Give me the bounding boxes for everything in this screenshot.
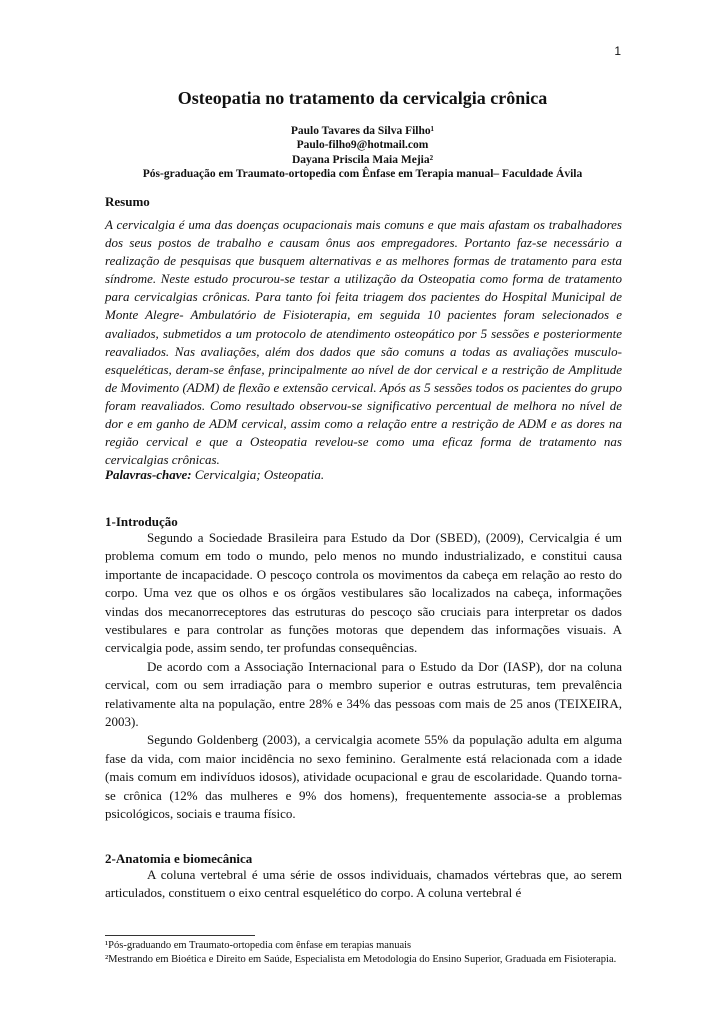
introduction-body <box>105 529 622 824</box>
footnotes <box>105 939 622 967</box>
paragraph: De acordo com a Associação Internacional para o Estudo da Dor (IASP), dor na coluna cervical, com ou sem irradiação para o membro superior e outras estruturas, tem prevalência relativamente alta na população, entre 28% e 34% das pessoas com mais de 25 anos (TEIXEIRA, 2003). <box>105 658 622 730</box>
paragraph: A coluna vertebral é uma série de ossos individuais, chamados vértebras que, ao serem articulados, constituem o eixo central esquelético do corpo. A coluna vertebral é <box>105 867 622 901</box>
paragraph: Segundo Goldenberg (2003), a cervicalgia acomete 55% da população adulta em alguma fase da vida, com maior incidência no sexo feminino. Geralmente está relacionada com a idade (mais comum em indivíduos idosos), atividade ocupacional e grau de escolaridade. Quando torna-se crônica (12% das mulheres e 9% dos homens), frequentemente associa-se a problemas psicológicos, sociais e trauma físico. <box>105 732 622 822</box>
section-heading-anatomy: 2-Anatomia e biomecânica <box>105 851 253 866</box>
author-block <box>0 124 725 182</box>
institution: Pós-graduação em Traumato-ortopedia com Ênfase em Terapia manual– Faculdade Ávila <box>142 168 583 181</box>
anatomy-body <box>105 866 622 903</box>
paragraph: Segundo a Sociedade Brasileira para Estudo da Dor (SBED), (2009), Cervicalgia é um problema comum em todo o mundo, pelo menos no mundo industrializado, e constitui causa importante de incapacidade. O pescoço controla os movimentos da cabeça em relação ao resto do corpo. Uma vez que os olhos e os órgãos vestibulares são localizados na cabeça, informações vindas dos mecanorreceptores das estruturas do pescoço são cruciais para interpretar os dados vestibulares e para controlar as funções motoras que dependem das informações visuais. A cervicalgia pode, assim sendo, ter profundas consequências. <box>105 530 622 656</box>
advisor-name: Dayana Priscila Maia Mejia² <box>291 153 434 166</box>
keywords-label: Palavras-chave: <box>105 467 192 482</box>
page-number: 1 <box>614 44 621 58</box>
footnote-divider <box>105 935 255 936</box>
footnote-1: ¹Pós-graduando em Traumato-ortopedia com ênfase em terapias manuais <box>105 940 412 951</box>
footnote-2: ²Mestrando em Bioética e Direito em Saúde, Especialista em Metodologia do Ensino Superior, Graduada em Fisioterapia. <box>105 954 617 965</box>
author-email: Paulo-filho9@hotmail.com <box>296 139 429 152</box>
section-heading-introduction: 1-Introdução <box>105 514 178 529</box>
keywords-values: Cervicalgia; Osteopatia. <box>191 467 325 482</box>
document-title: Osteopatia no tratamento da cervicalgia crônica <box>177 88 548 108</box>
abstract-text: A cervicalgia é uma das doenças ocupacionais mais comuns e que mais afastam os trabalhadores dos seus postos de trabalho e causam ônus aos empregadores. Portanto faz-se necessário a realização de pesquisas que busquem alternativas e as melhores formas de tratamento para esta síndrome. Neste estudo procurou-se testar a utilização da Osteopatia como forma de tratamento para cervicalgias crônicas. Para tanto foi feita triagem dos pacientes do Hospital Municipal de Monte Alegre- Ambulatório de Fisioterapia, em seguida 10 pacientes foram selecionados e avaliados, submetidos a um protocolo de atendimento osteopático por 5 sessões e posteriormente reavaliados. Nas avaliações, além dos dados que são comuns a todas as avaliações musculo-esqueléticas, deram-se ênfase, principalmente ao nível de dor cervical e a restrição de Amplitude de Movimento (ADM) de flexão e extensão cervical. Após as 5 sessões todos os pacientes do grupo foram reavaliados. Como resultado observou-se significativo percentual de melhora no nível de dor e em ganho de ADM cervical, assim como a relação entre a restrição de ADM e as dores na região cervical e que a Osteopatia revelou-se como uma eficaz forma de tratamento nas cervicalgias crônicas. <box>105 217 622 468</box>
author-name: Paulo Tavares da Silva Filho¹ <box>290 125 435 137</box>
keywords-line <box>105 467 324 483</box>
abstract-heading: Resumo <box>105 194 150 209</box>
